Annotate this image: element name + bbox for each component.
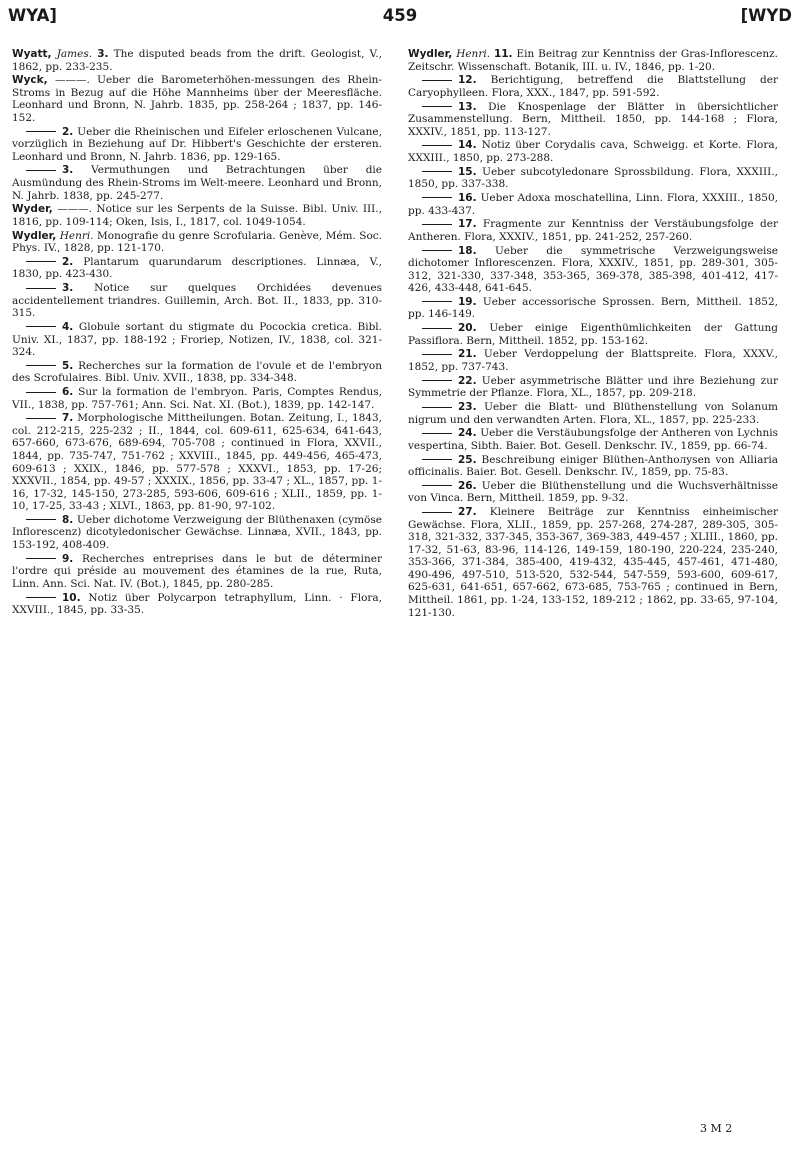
entry-number: 10. xyxy=(62,591,81,604)
author-given: ———. xyxy=(54,74,90,87)
continuation-dash xyxy=(422,328,452,329)
sub-entry xyxy=(408,348,778,373)
entry-text: Beschreibung einiger Blüthen-Anthoлysen von Alliaria officinalis. Baier. Bot. Gesell. Denkschr. IV., 1859, pp. 75-83. xyxy=(408,453,778,479)
continuation-dash xyxy=(422,380,452,381)
entry-text: Ueber die Blüthenstellung und die Wuchsverhältnisse von Vinca. Bern, Mittheil. 1859, pp. 9-32. xyxy=(408,479,778,505)
sub-entry xyxy=(12,553,382,591)
entry-text: Ein Beitrag zur Kenntniss der Gras-Inflorescenz. Zeitschr. Wissenschaft. Botanik, III. u. IV., 1846, pp. 1-20. xyxy=(408,48,779,73)
entry-text: Ueber einige Eigenthümlichkeiten der Gattung Passiflora. Bern, Mittheil. 1852, pp. 153-162. xyxy=(408,322,778,347)
entry-number: 22. xyxy=(458,374,477,387)
continuation-dash xyxy=(26,418,56,419)
entry-text: Notiz über Corydalis cava, Schweigg. et Korte. Flora, XXXIII., 1850, pp. 273-288. xyxy=(408,139,778,164)
running-header xyxy=(8,6,792,36)
sub-entry xyxy=(12,412,382,512)
sub-entry xyxy=(408,454,778,479)
header-right: [WYD xyxy=(740,6,792,25)
author-given: Henri. xyxy=(456,48,491,60)
continuation-dash xyxy=(26,131,56,132)
entry-text: Ueber subcotyledonare Sprossbildung. Flora, XXXIII., 1850, pp. 337-338. xyxy=(408,165,778,191)
entry-number: 27. xyxy=(458,506,477,519)
entry-number: 9. xyxy=(62,552,74,565)
entry-number: 16. xyxy=(458,191,477,204)
entry-number: 21. xyxy=(458,348,477,361)
entry-text: The disputed beads from the drift. Geologist, V., 1862, pp. 233-235. xyxy=(12,48,382,73)
entry-text: Morphologische Mittheilungen. Botan. Zeitung, I., 1843, col. 212-215, 225-232 ; II., 1844, col. 609-611, 625-634, 641-643, 657-660, 673-676, 689-694, 705-708 ; continued in Flora, XXVII., 1844, pp. 735-747, 751-762 ; XXVIII., 1845, pp. 449-456, 465-473, 609-613 ; XXIX., 1846, pp. 577-578 ; XXXVI., 1853, pp. 17-26; XXXVII., 1854, pp. 49-57 ; XXXIX., 1856, pp. 33-47 ; XL., 1857, pp. 1-16, 17-32, 145-150, 273-285, 593-606, 609-616 ; XLII., 1859, pp. 1-10, 17-25, 33-43 ; XLVI., 1863, pp. 81-90, 97-102. xyxy=(12,412,383,513)
entry-number: 7. xyxy=(62,412,74,425)
entry-text: Notice sur quelques Orchidées devenues accidentellement triandres. Guillemin, Arch. Bot. II., 1833, pp. 310-315. xyxy=(12,282,383,320)
author-name: Wyck, xyxy=(12,74,48,87)
author-name: Wyder, xyxy=(12,203,53,216)
sub-entry xyxy=(408,192,778,217)
sub-entry xyxy=(408,322,778,347)
entry-text: Kleinere Beiträge zur Kenntniss einheimischer Gewächse. Flora, XLII., 1859, pp. 257-268, 274-287, 289-305, 305-318, 321-332, 337-345, 353-367, 369-383, 449-457 ; XLIII., 1860, pp. 17-32, 51-63, 83-96, 114-126, 149-159, 180-190, 220-224, 235-240, 353-366, 371-384, 385-400, 419-432, 435-445, 457-461, 471-480, 490-496, 497-510, 513-520, 532-544, 547-559, 593-600, 609-617, 625-631, 641-651, 657-662, 673-685, 753-765 ; continued in Bern, Mittheil. 1861, pp. 1-24, 133-152, 189-212 ; 1862, pp. 33-65, 97-104, 121-130. xyxy=(408,506,778,619)
continuation-dash xyxy=(26,365,56,366)
author-given: ———. xyxy=(57,203,92,216)
continuation-dash xyxy=(422,106,452,107)
sub-entry xyxy=(408,296,778,321)
author-entry xyxy=(12,203,382,228)
entry-number: 3. xyxy=(97,48,109,60)
sub-entry xyxy=(408,375,778,400)
author-entry xyxy=(12,74,382,124)
continuation-dash xyxy=(26,558,56,559)
continuation-dash xyxy=(422,459,452,460)
sub-entry xyxy=(408,101,778,139)
entry-number: 8. xyxy=(62,513,74,526)
entry-text: Ueber die Rheinischen und Eifeler erloschenen Vulcane, vorzüglich in Beziehung auf Dr. Hibbert's Geschichte der ersteren. Leonhard und Bronn, N. Jahrb. 1836, pp. 129-165. xyxy=(12,125,382,163)
entry-number: 13. xyxy=(458,100,477,113)
sub-entry xyxy=(12,321,382,359)
entry-number: 2. xyxy=(62,255,74,268)
entry-text: Notiz über Polycarpon tetraphyllum, Linn. · Flora, XXVIII., 1845, pp. 33-35. xyxy=(12,591,383,617)
author-name: Wydler, xyxy=(12,229,57,242)
sub-entry xyxy=(408,74,778,99)
continuation-dash xyxy=(26,261,56,262)
entry-number: 12. xyxy=(458,74,477,87)
continuation-dash xyxy=(422,485,452,486)
entry-text: Ueber die Blatt- und Blüthenstellung von Solanum nigrum und den verwandten Arten. Flora, XL., 1857, pp. 225-233. xyxy=(408,401,778,426)
author-given: Henri. xyxy=(59,229,94,242)
continuation-dash xyxy=(422,407,452,408)
entry-number: 15. xyxy=(458,165,477,178)
continuation-dash xyxy=(422,354,452,355)
continuation-dash xyxy=(26,519,56,520)
entry-text: Vermuthungen und Betrachtungen über die Ausmündung des Rhein-Stroms im Welt-meere. Leonhard und Bronn, N. Jahrb. 1838, pp. 245-277. xyxy=(12,164,383,202)
entry-text: Fragmente zur Kenntniss der Verstäubungsfolge der Antheren. Flora, XXXIV., 1851, pp. 241-252, 257-260. xyxy=(408,218,778,243)
continuation-dash xyxy=(422,224,452,225)
entry-number: 3. xyxy=(62,164,74,177)
sub-entry xyxy=(12,126,382,164)
sub-entry xyxy=(12,164,382,202)
sub-entry xyxy=(408,166,778,191)
sub-entry xyxy=(12,514,382,552)
entry-number: 19. xyxy=(458,295,477,308)
entry-number: 25. xyxy=(458,453,477,466)
entry-text: Plantarum quarundarum descriptiones. Linnæa, V., 1830, pp. 423-430. xyxy=(12,255,383,281)
sub-entry xyxy=(12,282,382,320)
left-column xyxy=(12,48,382,618)
entry-number: 23. xyxy=(458,401,477,414)
continuation-dash xyxy=(422,250,452,251)
entry-number: 4. xyxy=(62,320,74,333)
sub-entry xyxy=(12,360,382,385)
entry-number: 14. xyxy=(458,139,477,152)
sub-entry xyxy=(12,386,382,411)
entry-text: Ueber accessorische Sprossen. Bern, Mittheil. 1852, pp. 146-149. xyxy=(408,295,778,321)
entry-number: 11. xyxy=(493,48,513,60)
entry-text: Recherches sur la formation de l'ovule et de l'embryon des Scrofulaires. Bibl. Univ. XVII., 1838, pp. 334-348. xyxy=(12,359,382,385)
entry-number: 26. xyxy=(458,479,477,492)
entry-text: Die Knospenlage der Blätter in übersichtlicher Zusammenstellung. Bern, Mittheil. 1850, pp. 144-168 ; Flora, XXXIV., 1851, pp. 113-127. xyxy=(408,100,779,138)
page-number: 459 xyxy=(382,6,418,25)
entry-text: Ueber die Barometerhöhen-messungen des Rhein-Stroms in Bezug auf die Höhe Mannheims über der Meeresfläche. Leonhard und Bronn, N. Jahrb. 1835, pp. 258-264 ; 1837, pp. 146-152. xyxy=(12,74,382,124)
entry-number: 2. xyxy=(62,125,74,138)
entry-text: Globule sortant du stigmate du Pocockia cretica. Bibl. Univ. XI., 1837, pp. 188-192 ; Froriep, Notizen, IV., 1838, col. 321-324. xyxy=(12,320,383,359)
entry-text: Ueber dichotome Verzweigung der Blüthenaxen (cymöse Inflorescenz) dicotyledonischer Gewächse. Linnæa, XVII., 1843, pp. 153-192, 408-409. xyxy=(12,513,382,552)
entry-text: Ueber asymmetrische Blätter und ihre Beziehung zur Symmetrie der Pflanze. Flora, XL., 1857, pp. 209-218. xyxy=(408,374,778,400)
entry-number: 3. xyxy=(62,282,74,295)
continuation-dash xyxy=(422,512,452,513)
continuation-dash xyxy=(422,145,452,146)
entry-text: Ueber Adoxa moschatellina, Linn. Flora, XXXIII., 1850, pp. 433-437. xyxy=(408,191,778,217)
entry-number: 18. xyxy=(458,244,477,257)
sub-entry xyxy=(408,506,778,619)
sub-entry xyxy=(12,592,382,617)
sub-entry xyxy=(12,256,382,281)
sub-entry xyxy=(408,480,778,505)
author-entry xyxy=(12,230,382,255)
continuation-dash xyxy=(26,597,56,598)
entry-text: Ueber die symmetrische Verzweigungsweise dichotomer Inflorescenzen. Flora, XXXIV., 1851, pp. 289-301, 305-312, 321-330, 337-348, 353-365, 369-378, 385-398, 401-412, 417-426, 433-448, 641-645. xyxy=(408,244,779,295)
entry-text: Recherches entreprises dans le but de déterminer l'ordre qui préside au mouvement des étamines de la rue, Ruta, Linn. Ann. Sci. Nat. IV. (Bot.), 1845, pp. 280-285. xyxy=(12,552,382,590)
author-given: James. xyxy=(56,48,93,60)
continuation-dash xyxy=(26,392,56,393)
entry-number: 24. xyxy=(458,427,477,440)
entry-text: Ueber Verdoppelung der Blattspreite. Flora, XXXV., 1852, pp. 737-743. xyxy=(408,348,778,373)
sub-entry xyxy=(408,427,778,452)
continuation-dash xyxy=(26,170,56,171)
continuation-dash xyxy=(422,171,452,172)
entry-number: 6. xyxy=(62,386,74,399)
entry-number: 5. xyxy=(62,359,74,372)
continuation-dash xyxy=(422,197,452,198)
author-entry xyxy=(408,48,778,73)
entry-text: Notice sur les Serpents de la Suisse. Bibl. Univ. III., 1816, pp. 109-114; Oken, Isis, I., 1817, col. 1049-1054. xyxy=(12,203,382,228)
continuation-dash xyxy=(26,288,56,289)
continuation-dash xyxy=(422,433,452,434)
entry-text: Monografie du genre Scrofularia. Genève, Mém. Soc. Phys. IV., 1828, pp. 121-170. xyxy=(12,229,382,255)
continuation-dash xyxy=(26,326,56,327)
header-left: WYA] xyxy=(8,6,57,25)
right-column xyxy=(408,48,778,620)
author-name: Wydler, xyxy=(408,48,453,60)
entry-text: Berichtigung, betreffend die Blattstellung der Caryophylleen. Flora, XXX., 1847, pp. 591-592. xyxy=(408,74,778,99)
entry-text: Ueber die Verstäubungsfolge der Antheren von Lychnis vespertina, Sibth. Baier. Bot. Gesell. Denkschr. IV., 1859, pp. 66-74. xyxy=(408,427,778,452)
sub-entry xyxy=(408,401,778,426)
entry-text: Sur la formation de l'embryon. Paris, Comptes Rendus, VII., 1838, pp. 757-761; Ann. Sci. Nat. XI. (Bot.), 1839, pp. 142-147. xyxy=(12,386,382,411)
sub-entry xyxy=(408,218,778,243)
author-name: Wyatt, xyxy=(12,48,52,60)
entry-number: 20. xyxy=(458,322,477,335)
entry-number: 17. xyxy=(458,218,477,231)
continuation-dash xyxy=(422,80,452,81)
sub-entry xyxy=(408,245,778,295)
author-entry xyxy=(12,48,382,73)
signature-mark: 3 M 2 xyxy=(700,1122,733,1135)
sub-entry xyxy=(408,139,778,164)
continuation-dash xyxy=(422,301,452,302)
